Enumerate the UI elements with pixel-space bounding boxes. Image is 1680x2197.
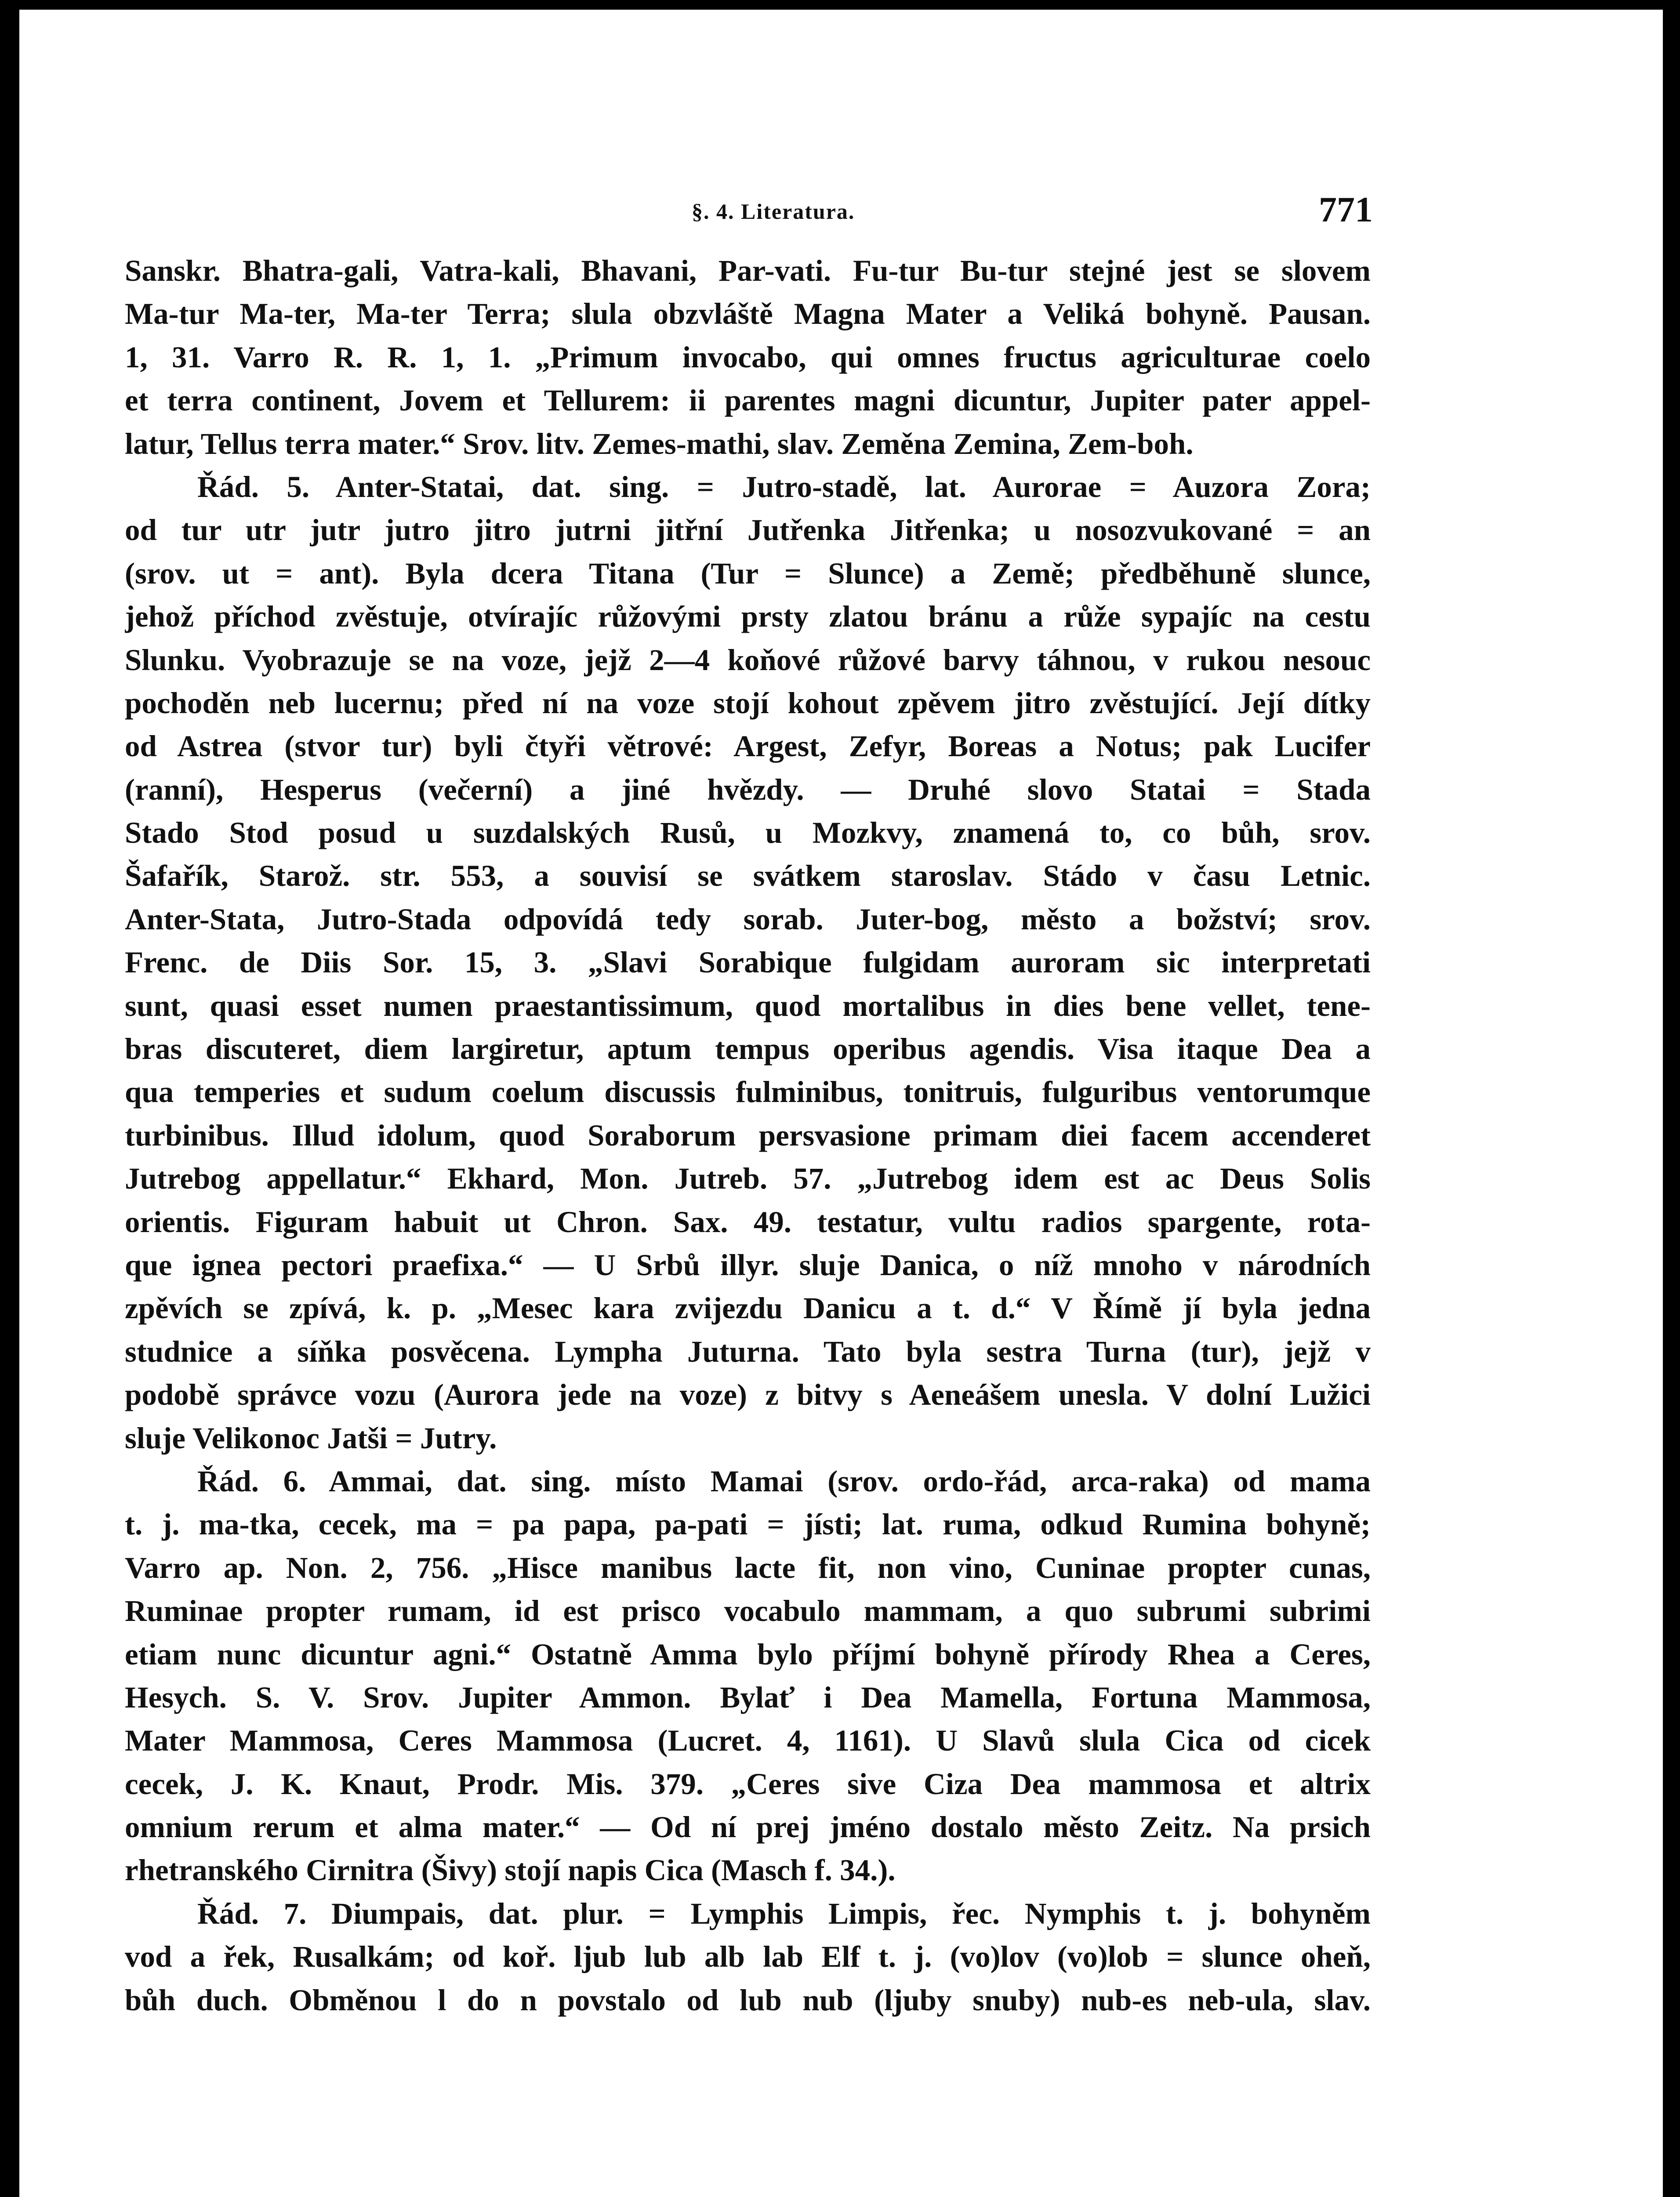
section-title: §. 4. Literatura.: [692, 199, 855, 224]
text-line: qua temperies et sudum coelum discussis fulminibus, tonitruis, fulguribus ventorumque: [125, 1075, 1371, 1109]
text-line: bůh duch. Obměnou l do n povstalo od lub nub (ljuby snuby) nub-es neb-ula, slav.: [125, 1983, 1371, 2017]
page-number: 771: [1319, 189, 1373, 229]
text-line: Jutrebog appellatur.“ Ekhard, Mon. Jutreb. 57. „Jutrebog idem est ac Deus Solis: [125, 1162, 1371, 1196]
text-line: turbinibus. Illud idolum, quod Soraborum persvasione primam diei facem accenderet: [125, 1118, 1371, 1152]
text-line: vod a řek, Rusalkám; od koř. ljub lub alb lab Elf t. j. (vo)lov (vo)lob = slunce oheň,: [125, 1940, 1371, 1974]
text-line: que ignea pectori praefixa.“ — U Srbů illyr. sluje Danica, o níž mnoho v národních: [125, 1248, 1371, 1282]
text-line: Ruminae propter rumam, id est prisco vocabulo mammam, a quo subrumi subrimi: [125, 1594, 1371, 1628]
text-line: Stado Stod posud u suzdalských Rusů, u Mozkvy, znamená to, co bůh, srov.: [125, 816, 1371, 850]
text-line: sunt, quasi esset numen praestantissimum, quod mortalibus in dies bene vellet, tene-: [125, 989, 1371, 1022]
text-line: Varro ap. Non. 2, 756. „Hisce manibus lacte fit, non vino, Cuninae propter cunas,: [125, 1551, 1371, 1584]
text-line: latur, Tellus terra mater.“ Srov. litv. Zemes-mathi, slav. Zeměna Zemina, Zem-boh.: [125, 427, 1194, 460]
text-line: zpěvích se zpívá, k. p. „Mesec kara zvijezdu Danicu a t. d.“ V Římě jí byla jedna: [125, 1291, 1371, 1325]
text-line: sluje Velikonoc Jatši = Jutry.: [125, 1421, 497, 1455]
body-text: [125, 249, 1371, 2022]
text-line: etiam nunc dicuntur agni.“ Ostatně Amma bylo příjmí bohyně přírody Rhea a Ceres,: [125, 1637, 1371, 1671]
text-line: cecek, J. K. Knaut, Prodr. Mis. 379. „Ceres sive Ciza Dea mammosa et altrix: [125, 1767, 1371, 1801]
text-line: 1, 31. Varro R. R. 1, 1. „Primum invocabo, qui omnes fructus agriculturae coelo: [125, 340, 1371, 374]
text-line: studnice a síňka posvěcena. Lympha Juturna. Tato byla sestra Turna (tur), jejž v: [125, 1334, 1371, 1368]
paragraph-start-line: Řád. 6. Ammai, dat. sing. místo Mamai (srov. ordo-řád, arca-raka) od mama: [197, 1464, 1371, 1498]
text-line: od tur utr jutr jutro jitro jutrni jitřní Jutřenka Jitřenka; u nosozvukované = an: [125, 513, 1371, 547]
text-line: Slunku. Vyobrazuje se na voze, jejž 2—4 koňové růžové barvy táhnou, v rukou nesouc: [125, 643, 1371, 677]
paragraph-start-line: Řád. 5. Anter-Statai, dat. sing. = Jutro-stadě, lat. Aurorae = Auzora Zora;: [197, 470, 1371, 504]
text-line: (srov. ut = ant). Byla dcera Titana (Tur = Slunce) a Země; předběhuně slunce,: [125, 556, 1371, 590]
text-line: Hesych. S. V. Srov. Jupiter Ammon. Bylať i Dea Mamella, Fortuna Mammosa,: [125, 1680, 1371, 1714]
text-line: pochoděn neb lucernu; před ní na voze stojí kohout zpěvem jitro zvěstující. Její dítky: [125, 686, 1371, 720]
text-line: Anter-Stata, Jutro-Stada odpovídá tedy sorab. Juter-bog, město a božství; srov.: [125, 902, 1371, 936]
paragraph-start-line: Řád. 7. Diumpais, dat. plur. = Lymphis Limpis, řec. Nymphis t. j. bohyněm: [197, 1896, 1371, 1930]
text-line: Šafařík, Starož. str. 553, a souvisí se svátkem staroslav. Stádo v času Letnic.: [125, 859, 1371, 893]
page: [19, 10, 1663, 2197]
text-line: Sanskr. Bhatra-gali, Vatra-kali, Bhavani, Par-vati. Fu-tur Bu-tur stejné jest se slovem: [125, 254, 1371, 287]
text-line: bras discuteret, diem largiretur, aptum tempus operibus agendis. Visa itaque Dea a: [125, 1032, 1371, 1066]
text-line: podobě správce vozu (Aurora jede na voze) z bitvy s Aeneášem unesla. V dolní Lužici: [125, 1378, 1371, 1412]
text-line: et terra continent, Jovem et Tellurem: ii parentes magni dicuntur, Jupiter pater appel-: [125, 384, 1371, 417]
text-line: orientis. Figuram habuit ut Chron. Sax. 49. testatur, vultu radios spargente, rota-: [125, 1205, 1371, 1239]
text-line: od Astrea (stvor tur) byli čtyři větrové: Argest, Zefyr, Boreas a Notus; pak Lucifer: [125, 729, 1371, 763]
running-header: [186, 189, 1373, 237]
text-line: rhetranského Cirnitra (Šivy) stojí napis Cica (Masch f. 34.).: [125, 1853, 896, 1887]
text-line: omnium rerum et alma mater.“ — Od ní prej jméno dostalo město Zeitz. Na prsich: [125, 1810, 1371, 1844]
text-line: Ma-tur Ma-ter, Ma-ter Terra; slula obzvláště Magna Mater a Veliká bohyně. Pausan.: [125, 297, 1371, 331]
text-line: (ranní), Hesperus (večerní) a jiné hvězdy. — Druhé slovo Statai = Stada: [125, 772, 1371, 806]
text-line: Frenc. de Diis Sor. 15, 3. „Slavi Sorabique fulgidam auroram sic interpretati: [125, 946, 1371, 979]
text-line: jehož příchod zvěstuje, otvírajíc růžovými prsty zlatou bránu a růže sypajíc na cestu: [125, 600, 1371, 634]
text-line: t. j. ma-tka, cecek, ma = pa papa, pa-pati = jísti; lat. ruma, odkud Rumina bohyně;: [125, 1508, 1371, 1541]
text-line: Mater Mammosa, Ceres Mammosa (Lucret. 4, 1161). U Slavů slula Cica od cicek: [125, 1724, 1371, 1758]
